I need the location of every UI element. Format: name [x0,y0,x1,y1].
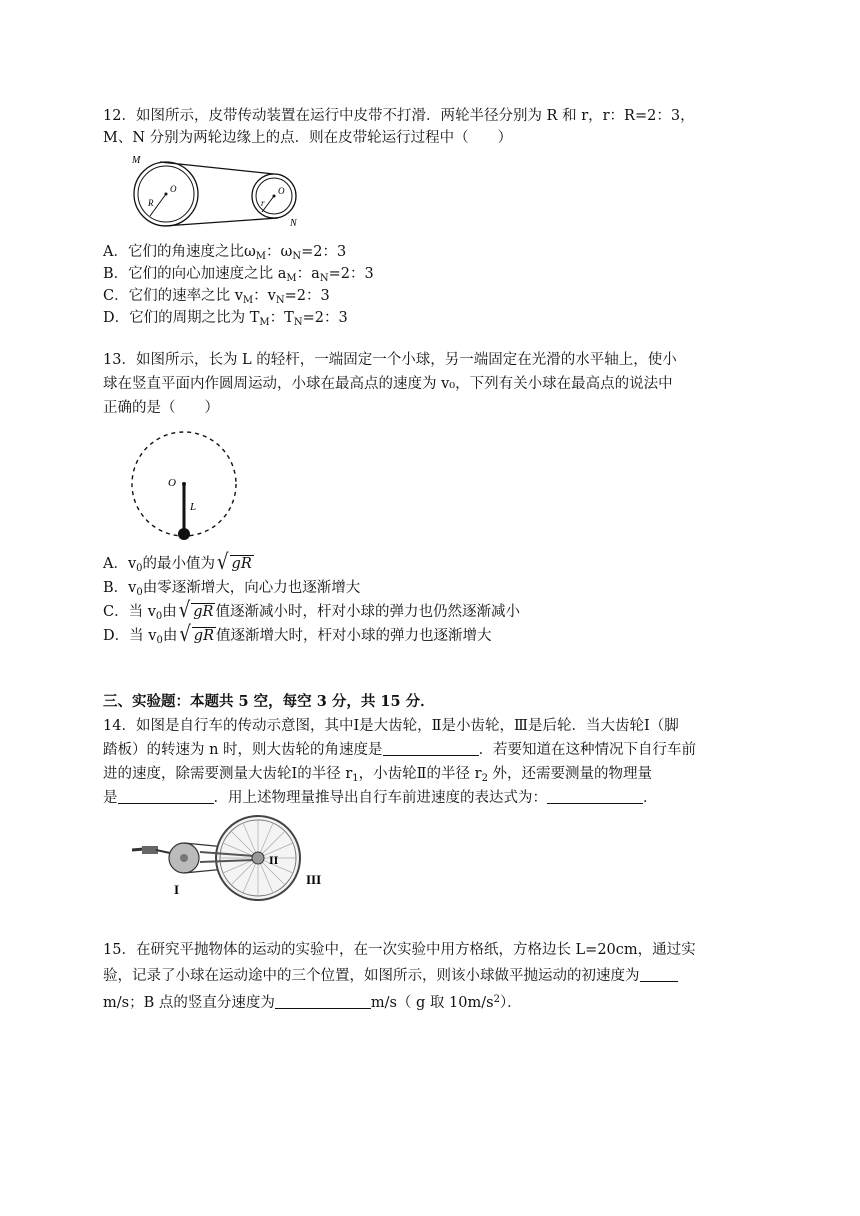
sqrt-symbol: √ [178,597,191,623]
label-III: III [306,872,322,887]
sqrt-symbol: √ [217,549,229,575]
bicycle-drive-figure [130,812,330,912]
section-3-title: 三、实验题：本题共 5 空，每空 3 分，共 15 分． [103,693,435,710]
q13-stem-line1: 13．如图所示，长为 L 的轻杆，一端固定一个小球，另一端固定在光滑的水平轴上，使小 [103,352,677,368]
answer-blank-4[interactable] [640,967,678,982]
label-O2: O [278,186,285,196]
q12-option-b: B．它们的向心加速度之比 $a_M$：$a_N=2$：3 [103,266,374,284]
label-N: N [290,218,297,229]
label-O1: O [170,184,177,194]
label-II: II [269,853,279,867]
q12-option-a: A．它们的角速度之比$\omega_M$：$\omega_N=2$：3 [103,244,347,262]
q12-option-d: D．它们的周期之比为 $T_M$：$T_N=2$：3 [103,310,348,328]
q12-option-c: C．它们的速率之比 $v_M$：$v_N=2$：3 [103,288,330,306]
q15-stem-line2: m/s；B 点的竖直分速度为 m/s（ g 取 $10m/s^2$）． [103,994,522,1011]
label-r: r [261,198,265,208]
answer-blank-5[interactable] [275,994,371,1009]
q13-option-c: C．当 $v_0$由 √ gR 值逐渐减小时，杆对小球的弹力也仍然逐渐减小 [103,597,520,623]
belt-pulley-figure [128,154,308,234]
answer-blank-3[interactable] [547,789,643,804]
q13-stem-line3: 正确的是（ ） [103,400,219,416]
q12-stem-line2: M、N 分别为两轮边缘上的点．则在皮带轮运行过程中（ ） [103,130,513,146]
q14-stem-line1: 14．如图是自行车的传动示意图，其中Ⅰ是大齿轮，Ⅱ是小齿轮，Ⅲ是后轮．当大齿轮Ⅰ（脚 [103,718,679,734]
q13-stem-line2: 球在竖直平面内作圆周运动，小球在最高点的速度为 v₀，下列有关小球在最高点的说法中 [103,376,673,392]
answer-blank-2[interactable] [118,789,214,804]
label-O: O [168,477,176,489]
q13-option-d: D．当 $v_0$由 √ gR 值逐渐增大时，杆对小球的弹力也逐渐增大 [103,621,492,647]
label-I: I [174,882,180,897]
q15-stem-line1b: 验，记录了小球在运动途中的三个位置，如图所示，则该小球做平抛运动的初速度为 [103,966,678,986]
rod-circle-figure [128,426,240,542]
sqrt-symbol: √ [179,621,191,647]
q13-option-b: B．$v_0$由零逐渐增大，向心力也逐渐增大 [103,580,361,598]
q14-stem-line2: 踏板）的转速为 n 时，则大齿轮的角速度是 ．若要知道在这种情况下自行车前 [103,742,697,758]
q12-stem-line1: 12．如图所示，皮带传动装置在运行中皮带不打滑．两轮半径分别为 R 和 r，r：R=2：3， [103,108,695,124]
label-L: L [190,501,197,513]
label-R: R [148,198,154,208]
q15-stem-line1: 15．在研究平抛物体的运动的实验中，在一次实验中用方格纸，方格边长 L=20cm，通过实 [103,942,696,958]
q14-stem-line4: 是 ．用上述物理量推导出自行车前进速度的表达式为： ． [103,790,658,806]
q13-option-a: A．$v_0$的最小值为 √ gR [103,549,252,575]
answer-blank-1[interactable] [383,741,479,756]
label-M: M [132,155,141,166]
q14-stem-line3: 进的速度，除需要测量大齿轮Ⅰ的半径 $r_1$，小齿轮Ⅱ的半径 $r_2$ 外，还需要测量的物理量 [103,766,653,784]
